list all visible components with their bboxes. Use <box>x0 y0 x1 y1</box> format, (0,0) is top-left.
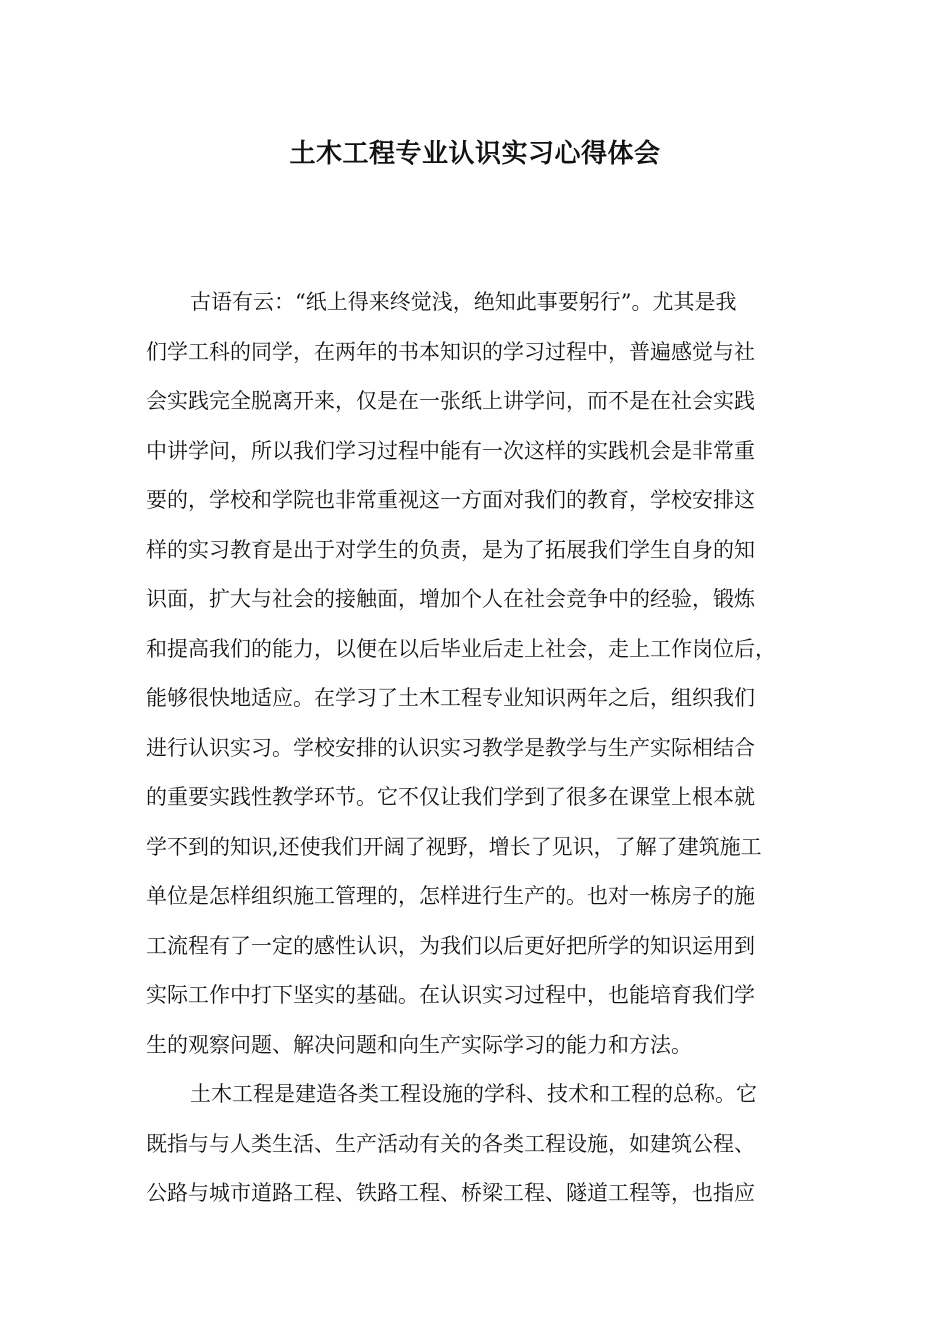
document-body <box>146 282 826 1223</box>
text-line: 们学工科的同学，在两年的书本知识的学习过程中，普遍感觉与社 <box>146 339 755 364</box>
document-title: 土木工程专业认识实习心得体会 <box>289 139 661 169</box>
text-line: 样的实习教育是出于对学生的负责，是为了拓展我们学生自身的知 <box>146 537 755 562</box>
text-line: 和提高我们的能力，以便在以后毕业后走上社会，走上工作岗位后， <box>146 636 776 661</box>
text-line: 土木工程是建造各类工程设施的学科、技术和工程的总称。它 <box>190 1082 757 1106</box>
text-line: 实际工作中打下坚实的基础。在认识实习过程中，也能培育我们学 <box>146 983 755 1007</box>
text-line: 要的，学校和学院也非常重视这一方面对我们的教育，学校安排这 <box>146 488 755 512</box>
text-line: 公路与城市道路工程、铁路工程、桥梁工程、隧道工程等，也指应 <box>146 1181 755 1205</box>
text-line: 既指与与人类生活、生产活动有关的各类工程设施，如建筑公程、 <box>146 1131 755 1156</box>
text-line: 生的观察问题、解决问题和向生产实际学习的能力和方法。 <box>146 1032 692 1057</box>
text-line: 的重要实践性教学环节。它不仅让我们学到了很多在课堂上根本就 <box>146 785 755 809</box>
text-line: 能够很快地适应。在学习了土木工程专业知识两年之后，组织我们 <box>146 686 755 710</box>
text-line: 单位是怎样组织施工管理的，怎样进行生产的。也对一栋房子的施 <box>146 884 755 908</box>
text-line: 中讲学问，所以我们学习过程中能有一次这样的实践机会是非常重 <box>146 438 755 463</box>
paragraph-2 <box>146 1074 826 1223</box>
text-line: 工流程有了一定的感性认识，为我们以后更好把所学的知识运用到 <box>146 933 755 958</box>
text-line: 学不到的知识,还使我们开阔了视野，增长了见识，了解了建筑施工 <box>146 834 762 859</box>
text-line: 进行认识实习。学校安排的认识实习教学是教学与生产实际相结合 <box>146 735 755 760</box>
text-line: 会实践完全脱离开来，仅是在一张纸上讲学问，而不是在社会实践 <box>146 389 755 413</box>
text-line: 识面，扩大与社会的接触面，增加个人在社会竞争中的经验，锻炼 <box>146 587 755 611</box>
text-line: 古语有云：“纸上得来终觉浅，绝知此事要躬行”。尤其是我 <box>190 290 737 314</box>
paragraph-1 <box>146 282 826 1074</box>
